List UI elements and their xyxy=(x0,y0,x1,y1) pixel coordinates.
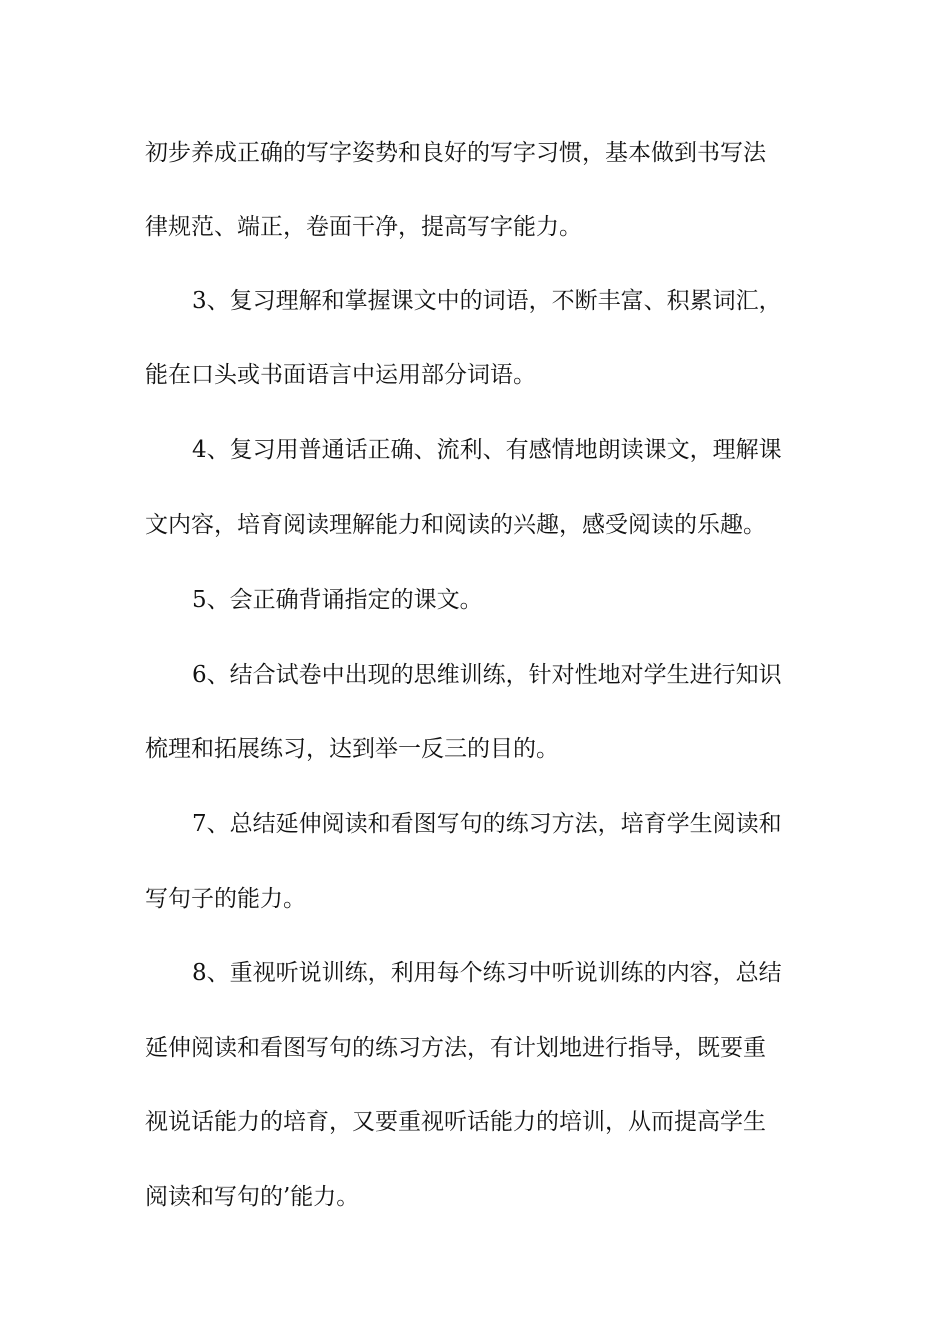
text-line: 延伸阅读和看图写句的练习方法，有计划地进行指导，既要重 xyxy=(145,1035,766,1061)
text-line: 梳理和拓展练习，达到举一反三的目的。 xyxy=(145,736,559,762)
text-line: 3、复习理解和掌握课文中的词语，不断丰富、积累词汇， xyxy=(192,288,782,314)
text-line: 能在口头或书面语言中运用部分词语。 xyxy=(145,362,536,388)
text-line: 律规范、端正，卷面干净，提高写字能力。 xyxy=(145,214,582,240)
text-line: 8、重视听说训练，利用每个练习中听说训练的内容，总结 xyxy=(192,960,782,986)
text-line: 初步养成正确的写字姿势和良好的写字习惯，基本做到书写法 xyxy=(145,140,766,166)
text-line: 5、会正确背诵指定的课文。 xyxy=(192,587,483,613)
text-line: 视说话能力的培育，又要重视听话能力的培训，从而提高学生 xyxy=(145,1109,766,1135)
text-line: 7、总结延伸阅读和看图写句的练习方法，培育学生阅读和 xyxy=(192,811,782,837)
text-line: 4、复习用普通话正确、流利、有感情地朗读课文，理解课 xyxy=(192,437,782,463)
text-line: 6、结合试卷中出现的思维训练，针对性地对学生进行知识 xyxy=(192,662,782,688)
text-line: 写句子的能力。 xyxy=(145,886,306,912)
text-line: 阅读和写句的’能力。 xyxy=(145,1184,360,1210)
text-line: 文内容，培育阅读理解能力和阅读的兴趣，感受阅读的乐趣。 xyxy=(145,512,766,538)
